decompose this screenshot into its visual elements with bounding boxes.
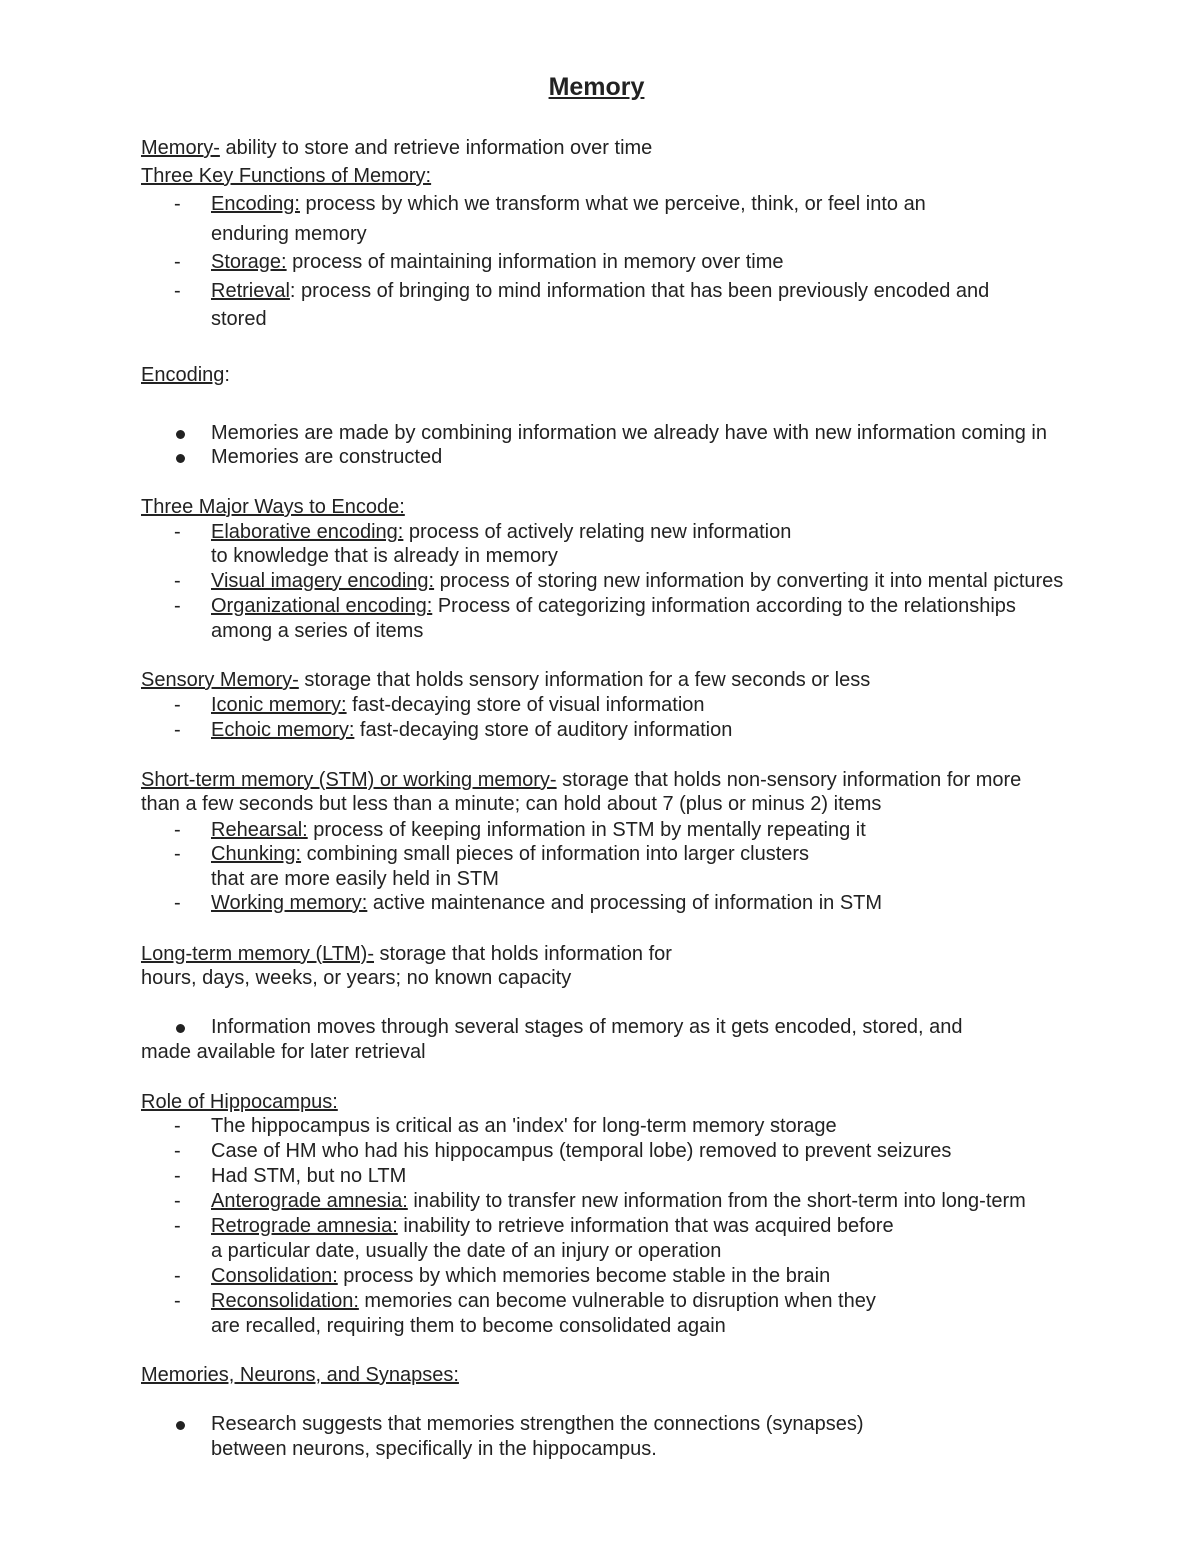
dash-marker: - [174, 193, 181, 215]
bullet-icon [176, 454, 185, 463]
item-text: inability to transfer new information from the short-term into long-term [407, 1190, 1026, 1212]
list-item [211, 1264, 1146, 1289]
item-text: process of storing new information by converting it into mental pictures [434, 570, 1064, 592]
item-text: fast-decaying store of auditory information [354, 719, 733, 741]
item-text: fast-decaying store of visual information [346, 694, 705, 716]
definition-text: storage that holds information for [374, 943, 672, 965]
item-text: Case of HM who had his hippocampus (temporal lobe) removed to prevent seizures [211, 1140, 952, 1162]
definition-text: storage that holds sensory information for a few seconds or less [298, 669, 871, 691]
list-item-continuation: to knowledge that is already in memory [211, 545, 558, 567]
dash-marker: - [174, 570, 181, 592]
item-text: Process of categorizing information according to the relationships [432, 595, 1016, 617]
list-item-continuation: among a series of items [211, 620, 424, 642]
heading-label: Encoding [141, 364, 225, 386]
item-text: process by which we transform what we perceive, think, or feel into an [299, 193, 926, 215]
dash-marker: - [174, 1215, 181, 1237]
bullet-item: Information moves through several stages of memory as it gets encoded, stored, and [211, 1016, 963, 1038]
dash-marker: - [174, 1140, 181, 1162]
list-item [211, 192, 1146, 217]
list-item [211, 250, 1146, 275]
bullet-item: Research suggests that memories strengthen the connections (synapses) [211, 1413, 864, 1435]
term-label: Retrieval [211, 280, 290, 302]
bullet-item: Memories are made by combining information we already have with new information coming in [211, 422, 1047, 444]
list-item [211, 891, 1146, 916]
bullet-item-continuation: between neurons, specifically in the hippocampus. [211, 1438, 657, 1460]
bullet-item-continuation: made available for later retrieval [141, 1041, 426, 1063]
dash-marker: - [174, 521, 181, 543]
term-label: Visual imagery encoding: [211, 570, 435, 592]
list-item [211, 594, 1146, 619]
list-item [211, 1139, 1146, 1164]
page-title: Memory [548, 73, 645, 101]
list-item [211, 693, 1146, 718]
dash-marker: - [174, 595, 181, 617]
bullet-icon [176, 1024, 185, 1033]
definition-text: storage that holds non-sensory information for more [556, 769, 1022, 791]
dash-marker: - [174, 1115, 181, 1137]
item-text: process of keeping information in STM by mentally repeating it [307, 819, 866, 841]
list-item [211, 718, 1146, 743]
term-label: Reconsolidation: [211, 1290, 359, 1312]
heading-suffix: : [224, 364, 230, 386]
dash-marker: - [174, 843, 181, 865]
term-label: Elaborative encoding: [211, 521, 404, 543]
dash-marker: - [174, 719, 181, 741]
list-item [211, 1214, 1146, 1239]
item-text: combining small pieces of information into larger clusters [301, 843, 810, 865]
term-label: Short-term memory (STM) or working memory- [141, 769, 557, 791]
item-text: process by which memories become stable in the brain [337, 1265, 831, 1287]
term-label: Anterograde amnesia: [211, 1190, 408, 1212]
list-item-continuation: stored [211, 308, 267, 330]
definition-text: ability to store and retrieve information over time [219, 137, 653, 159]
dash-marker: - [174, 1165, 181, 1187]
item-text: The hippocampus is critical as an 'index' for long-term memory storage [211, 1115, 837, 1137]
term-label: Rehearsal: [211, 819, 308, 841]
section-heading-hippocampus: Role of Hippocampus: [141, 1091, 338, 1113]
bullet-icon [176, 430, 185, 439]
dash-marker: - [174, 694, 181, 716]
list-item-continuation: enduring memory [211, 223, 367, 245]
dash-marker: - [174, 1265, 181, 1287]
item-text: memories can become vulnerable to disruption when they [358, 1290, 876, 1312]
dash-marker: - [174, 1190, 181, 1212]
term-label: Consolidation: [211, 1265, 338, 1287]
term-label: Chunking: [211, 843, 302, 865]
bullet-item: Memories are constructed [211, 446, 443, 468]
term-label: Echoic memory: [211, 719, 355, 741]
item-text: process of maintaining information in memory over time [286, 251, 784, 273]
ltm-definition-continuation: hours, days, weeks, or years; no known capacity [141, 967, 572, 989]
dash-marker: - [174, 892, 181, 914]
term-label: Encoding: [211, 193, 300, 215]
section-heading-ways-to-encode: Three Major Ways to Encode: [141, 496, 405, 518]
list-item [211, 818, 1146, 843]
list-item-continuation: a particular date, usually the date of an injury or operation [211, 1240, 722, 1262]
list-item-continuation: are recalled, requiring them to become consolidated again [211, 1315, 726, 1337]
list-item-continuation: that are more easily held in STM [211, 868, 499, 890]
stm-definition [141, 768, 1021, 793]
item-text: Had STM, but no LTM [211, 1165, 407, 1187]
item-text: active maintenance and processing of information in STM [367, 892, 883, 914]
term-label: Long-term memory (LTM)- [141, 943, 374, 965]
term-label: Organizational encoding: [211, 595, 433, 617]
stm-definition-continuation: than a few seconds but less than a minute; can hold about 7 (plus or minus 2) items [141, 793, 882, 815]
item-text: : process of bringing to mind information that has been previously encoded and [289, 280, 990, 302]
term-label: Working memory: [211, 892, 368, 914]
term-label: Memory- [141, 137, 220, 159]
dash-marker: - [174, 251, 181, 273]
list-item [211, 279, 1146, 304]
memory-definition [141, 136, 652, 161]
term-label: Storage: [211, 251, 287, 273]
bullet-icon [176, 1421, 185, 1430]
section-heading-synapses: Memories, Neurons, and Synapses: [141, 1364, 459, 1386]
sensory-memory-definition [141, 668, 870, 693]
dash-marker: - [174, 819, 181, 841]
dash-marker: - [174, 280, 181, 302]
term-label: Iconic memory: [211, 694, 347, 716]
term-label: Retrograde amnesia: [211, 1215, 398, 1237]
item-text: inability to retrieve information that was acquired before [397, 1215, 894, 1237]
ltm-definition [141, 942, 672, 967]
term-label: Sensory Memory- [141, 669, 299, 691]
list-item [211, 569, 1191, 594]
list-item [211, 842, 1146, 867]
dash-marker: - [174, 1290, 181, 1312]
section-heading-key-functions: Three Key Functions of Memory: [141, 165, 432, 187]
list-item [211, 1289, 1146, 1314]
list-item [211, 1114, 1146, 1139]
item-text: process of actively relating new information [403, 521, 792, 543]
list-item [211, 1189, 1171, 1214]
list-item [211, 1164, 1146, 1189]
list-item [211, 520, 1146, 545]
section-heading-encoding [141, 363, 230, 388]
